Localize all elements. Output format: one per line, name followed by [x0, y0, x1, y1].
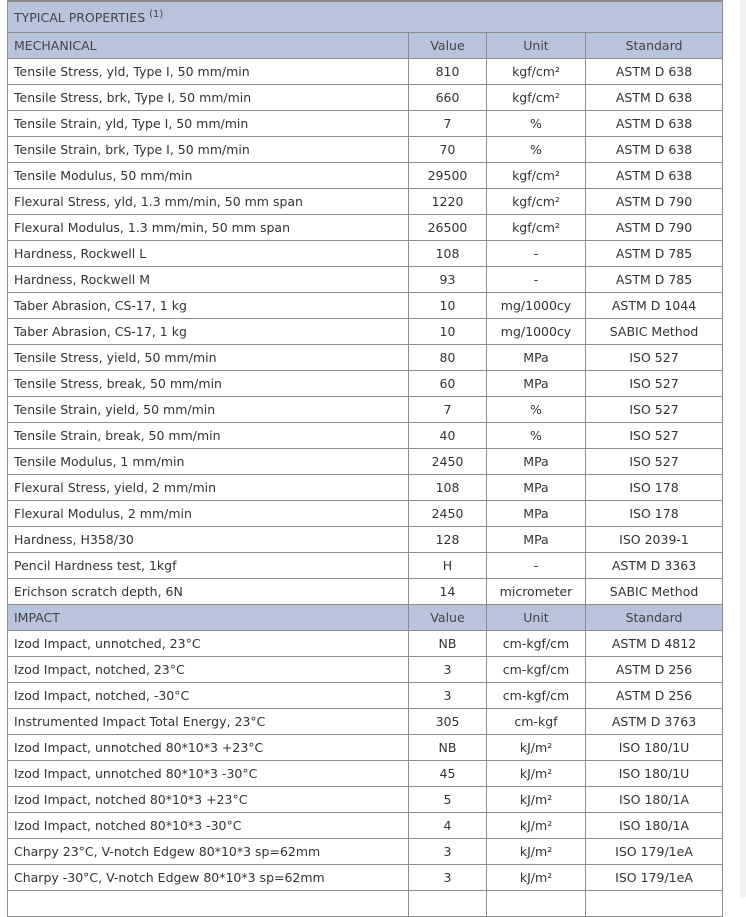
- table-row: [8, 137, 723, 163]
- table-row: [8, 449, 723, 475]
- property-standard: ASTM D 4812: [586, 631, 723, 657]
- property-unit: kJ/m²: [487, 735, 586, 761]
- property-standard: ASTM D 3763: [586, 709, 723, 735]
- table-row: [8, 423, 723, 449]
- property-unit: kgf/cm²: [487, 189, 586, 215]
- property-name: Flexural Modulus, 2 mm/min: [8, 501, 409, 527]
- property-value: NB: [409, 631, 487, 657]
- property-standard: ASTM D 638: [586, 137, 723, 163]
- property-unit: kgf/cm²: [487, 85, 586, 111]
- property-value: H: [409, 553, 487, 579]
- property-standard: ISO 527: [586, 423, 723, 449]
- property-value: 45: [409, 761, 487, 787]
- property-name: Taber Abrasion, CS-17, 1 kg: [8, 293, 409, 319]
- section-header-mechanical: [8, 33, 723, 59]
- column-header-value: Value: [409, 605, 487, 631]
- table-row: [8, 319, 723, 345]
- property-unit: mg/1000cy: [487, 319, 586, 345]
- property-value: 60: [409, 371, 487, 397]
- title-footnote: (1): [149, 9, 164, 20]
- property-value: 70: [409, 137, 487, 163]
- property-standard: ASTM D 256: [586, 657, 723, 683]
- property-unit: kgf/cm²: [487, 215, 586, 241]
- properties-container: [7, 0, 722, 917]
- property-unit: %: [487, 137, 586, 163]
- property-standard: ISO 180/1U: [586, 761, 723, 787]
- property-name: Tensile Strain, break, 50 mm/min: [8, 423, 409, 449]
- table-row: [8, 371, 723, 397]
- property-standard: ISO 527: [586, 345, 723, 371]
- table-row: [8, 631, 723, 657]
- property-standard: SABIC Method: [586, 579, 723, 605]
- column-header-standard: Standard: [586, 605, 723, 631]
- property-value: 4: [409, 813, 487, 839]
- table-row: [8, 59, 723, 85]
- property-value: 3: [409, 657, 487, 683]
- property-value: 810: [409, 59, 487, 85]
- property-standard: ISO 179/1eA: [586, 839, 723, 865]
- column-header-unit: Unit: [487, 33, 586, 59]
- property-standard: ASTM D 785: [586, 241, 723, 267]
- property-unit: mg/1000cy: [487, 293, 586, 319]
- table-row: [8, 345, 723, 371]
- property-standard: ASTM D 256: [586, 683, 723, 709]
- section-header-impact: [8, 605, 723, 631]
- property-value: 93: [409, 267, 487, 293]
- property-name: Tensile Modulus, 1 mm/min: [8, 449, 409, 475]
- property-value: 2450: [409, 449, 487, 475]
- property-unit: MPa: [487, 371, 586, 397]
- property-value: 108: [409, 241, 487, 267]
- table-row: [8, 865, 723, 891]
- property-name: Izod Impact, notched, 23°C: [8, 657, 409, 683]
- property-standard: ASTM D 790: [586, 189, 723, 215]
- property-name: Flexural Modulus, 1.3 mm/min, 50 mm span: [8, 215, 409, 241]
- title-text: TYPICAL PROPERTIES: [14, 10, 146, 25]
- table-row: [8, 579, 723, 605]
- column-header-value: Value: [409, 33, 487, 59]
- property-unit: %: [487, 423, 586, 449]
- property-name: Izod Impact, unnotched 80*10*3 -30°C: [8, 761, 409, 787]
- property-value: [409, 891, 487, 917]
- property-standard: ISO 180/1A: [586, 813, 723, 839]
- property-unit: MPa: [487, 345, 586, 371]
- property-name: Tensile Modulus, 50 mm/min: [8, 163, 409, 189]
- property-value: 10: [409, 319, 487, 345]
- property-unit: cm-kgf/cm: [487, 683, 586, 709]
- property-unit: kJ/m²: [487, 839, 586, 865]
- property-standard: ISO 527: [586, 449, 723, 475]
- property-standard: ISO 178: [586, 475, 723, 501]
- property-name: Instrumented Impact Total Energy, 23°C: [8, 709, 409, 735]
- table-row: [8, 163, 723, 189]
- property-standard: ASTM D 3363: [586, 553, 723, 579]
- property-name: Flexural Stress, yield, 2 mm/min: [8, 475, 409, 501]
- property-value: 26500: [409, 215, 487, 241]
- property-unit: cm-kgf/cm: [487, 631, 586, 657]
- property-unit: -: [487, 553, 586, 579]
- property-standard: ASTM D 638: [586, 59, 723, 85]
- table-row: [8, 709, 723, 735]
- property-unit: MPa: [487, 527, 586, 553]
- table-row: [8, 761, 723, 787]
- property-name: Tensile Strain, brk, Type I, 50 mm/min: [8, 137, 409, 163]
- property-name: Flexural Stress, yld, 1.3 mm/min, 50 mm span: [8, 189, 409, 215]
- table-row: [8, 241, 723, 267]
- property-unit: kJ/m²: [487, 865, 586, 891]
- property-name: Tensile Stress, yld, Type I, 50 mm/min: [8, 59, 409, 85]
- property-unit: kgf/cm²: [487, 163, 586, 189]
- table-row: [8, 839, 723, 865]
- property-name: Pencil Hardness test, 1kgf: [8, 553, 409, 579]
- property-unit: kJ/m²: [487, 761, 586, 787]
- column-header-unit: Unit: [487, 605, 586, 631]
- property-standard: ASTM D 785: [586, 267, 723, 293]
- property-name: Tensile Stress, break, 50 mm/min: [8, 371, 409, 397]
- table-row: [8, 683, 723, 709]
- section-name: IMPACT: [8, 605, 409, 631]
- property-standard: ASTM D 790: [586, 215, 723, 241]
- table-body: [8, 1, 723, 917]
- property-name: Taber Abrasion, CS-17, 1 kg: [8, 319, 409, 345]
- section-name: MECHANICAL: [8, 33, 409, 59]
- property-standard: ASTM D 638: [586, 85, 723, 111]
- property-value: 5: [409, 787, 487, 813]
- property-unit: kJ/m²: [487, 813, 586, 839]
- property-unit: cm-kgf: [487, 709, 586, 735]
- property-standard: ASTM D 638: [586, 163, 723, 189]
- table-row: [8, 735, 723, 761]
- property-name: Izod Impact, notched, -30°C: [8, 683, 409, 709]
- property-unit: micrometer: [487, 579, 586, 605]
- property-value: 305: [409, 709, 487, 735]
- property-name: [8, 891, 409, 917]
- property-value: 1220: [409, 189, 487, 215]
- property-name: Hardness, Rockwell L: [8, 241, 409, 267]
- property-standard: ASTM D 638: [586, 111, 723, 137]
- property-value: 2450: [409, 501, 487, 527]
- property-standard: [586, 891, 723, 917]
- table-row: [8, 397, 723, 423]
- property-name: Tensile Stress, brk, Type I, 50 mm/min: [8, 85, 409, 111]
- property-unit: -: [487, 267, 586, 293]
- property-value: 3: [409, 683, 487, 709]
- table-row: [8, 553, 723, 579]
- property-standard: ISO 2039-1: [586, 527, 723, 553]
- property-name: Hardness, H358/30: [8, 527, 409, 553]
- property-value: 10: [409, 293, 487, 319]
- property-unit: MPa: [487, 475, 586, 501]
- property-value: 7: [409, 397, 487, 423]
- table-row: [8, 215, 723, 241]
- table-row: [8, 891, 723, 917]
- property-name: Hardness, Rockwell M: [8, 267, 409, 293]
- property-name: Tensile Strain, yld, Type I, 50 mm/min: [8, 111, 409, 137]
- table-row: [8, 813, 723, 839]
- property-value: 7: [409, 111, 487, 137]
- property-value: 3: [409, 839, 487, 865]
- table-row: [8, 657, 723, 683]
- property-unit: kJ/m²: [487, 787, 586, 813]
- typical-properties-table: [7, 0, 723, 917]
- table-row: [8, 501, 723, 527]
- table-row: [8, 267, 723, 293]
- property-standard: ASTM D 1044: [586, 293, 723, 319]
- property-name: Charpy 23°C, V-notch Edgew 80*10*3 sp=62mm: [8, 839, 409, 865]
- property-unit: [487, 891, 586, 917]
- table-row: [8, 475, 723, 501]
- property-standard: SABIC Method: [586, 319, 723, 345]
- property-value: NB: [409, 735, 487, 761]
- property-unit: MPa: [487, 449, 586, 475]
- table-title: [8, 1, 723, 33]
- property-value: 80: [409, 345, 487, 371]
- property-standard: ISO 178: [586, 501, 723, 527]
- property-standard: ISO 180/1A: [586, 787, 723, 813]
- table-row: [8, 189, 723, 215]
- property-name: Tensile Strain, yield, 50 mm/min: [8, 397, 409, 423]
- property-unit: %: [487, 397, 586, 423]
- property-name: Tensile Stress, yield, 50 mm/min: [8, 345, 409, 371]
- property-unit: %: [487, 111, 586, 137]
- column-header-standard: Standard: [586, 33, 723, 59]
- table-row: [8, 293, 723, 319]
- table-row: [8, 111, 723, 137]
- property-standard: ISO 180/1U: [586, 735, 723, 761]
- property-name: Charpy -30°C, V-notch Edgew 80*10*3 sp=62mm: [8, 865, 409, 891]
- table-row: [8, 527, 723, 553]
- property-value: 14: [409, 579, 487, 605]
- table-title-row: [8, 1, 723, 33]
- table-row: [8, 787, 723, 813]
- property-unit: kgf/cm²: [487, 59, 586, 85]
- scroll-edge: [740, 0, 746, 897]
- property-name: Izod Impact, unnotched, 23°C: [8, 631, 409, 657]
- table-row: [8, 85, 723, 111]
- property-name: Izod Impact, unnotched 80*10*3 +23°C: [8, 735, 409, 761]
- property-standard: ISO 179/1eA: [586, 865, 723, 891]
- property-value: 108: [409, 475, 487, 501]
- property-unit: cm-kgf/cm: [487, 657, 586, 683]
- property-standard: ISO 527: [586, 371, 723, 397]
- property-value: 40: [409, 423, 487, 449]
- property-name: Izod Impact, notched 80*10*3 -30°C: [8, 813, 409, 839]
- property-name: Izod Impact, notched 80*10*3 +23°C: [8, 787, 409, 813]
- property-unit: MPa: [487, 501, 586, 527]
- property-value: 660: [409, 85, 487, 111]
- property-value: 3: [409, 865, 487, 891]
- property-standard: ISO 527: [586, 397, 723, 423]
- property-value: 128: [409, 527, 487, 553]
- property-value: 29500: [409, 163, 487, 189]
- property-unit: -: [487, 241, 586, 267]
- property-name: Erichson scratch depth, 6N: [8, 579, 409, 605]
